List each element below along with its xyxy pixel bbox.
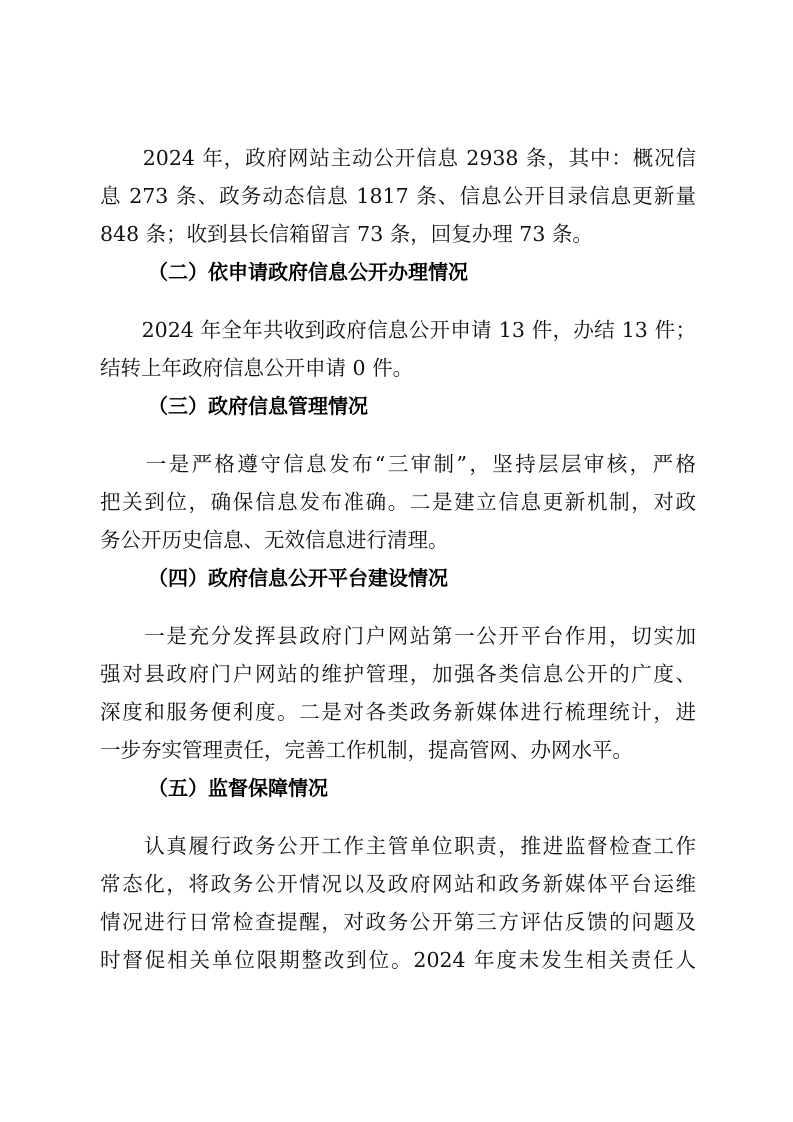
text-line: 结转上年政府信息公开申请 0 件。 bbox=[100, 356, 414, 380]
text-line: 2024 年，政府网站主动公开信息 2938 条，其中：概况信 bbox=[100, 146, 696, 170]
text-line: 一步夯实管理责任，完善工作机制，提高管网、办网水平。 bbox=[100, 738, 633, 762]
text-line: 情况进行日常检查提醒，对政务公开第三方评估反馈的问题及 bbox=[100, 910, 696, 934]
section-heading-application: （二）依申请政府信息公开办理情况 bbox=[148, 260, 468, 284]
text-line: 时督促相关单位限期整改到位。2024 年度未发生相关责任人 bbox=[100, 948, 696, 972]
section-heading-platform-construction: （四）政府信息公开平台建设情况 bbox=[148, 566, 448, 590]
text-line: 息 273 条、政务动态信息 1817 条、信息公开目录信息更新量 bbox=[100, 184, 696, 208]
section-heading-supervision: （五）监督保障情况 bbox=[148, 776, 328, 800]
text-line: 一是充分发挥县政府门户网站第一公开平台作用，切实加 bbox=[100, 624, 696, 648]
text-line: 一是严格遵守信息发布“三审制”，坚持层层审核，严格 bbox=[100, 452, 696, 476]
text-line: 强对县政府门户网站的维护管理，加强各类信息公开的广度、 bbox=[100, 662, 696, 686]
text-line: 务公开历史信息、无效信息进行清理。 bbox=[100, 528, 449, 552]
text-line: 2024 年全年共收到政府信息公开申请 13 件，办结 13 件； bbox=[100, 318, 696, 342]
text-line: 848 条；收到县长信箱留言 73 条，回复办理 73 条。 bbox=[100, 222, 593, 246]
text-line: 深度和服务便利度。二是对各类政务新媒体进行梳理统计，进 bbox=[100, 700, 696, 724]
text-line: 把关到位，确保信息发布准确。二是建立信息更新机制，对政 bbox=[100, 490, 696, 514]
text-line: 认真履行政务公开工作主管单位职责，推进监督检查工作 bbox=[100, 834, 696, 858]
text-line: 常态化，将政务公开情况以及政府网站和政务新媒体平台运维 bbox=[100, 872, 696, 896]
section-heading-information-management: （三）政府信息管理情况 bbox=[148, 394, 368, 418]
